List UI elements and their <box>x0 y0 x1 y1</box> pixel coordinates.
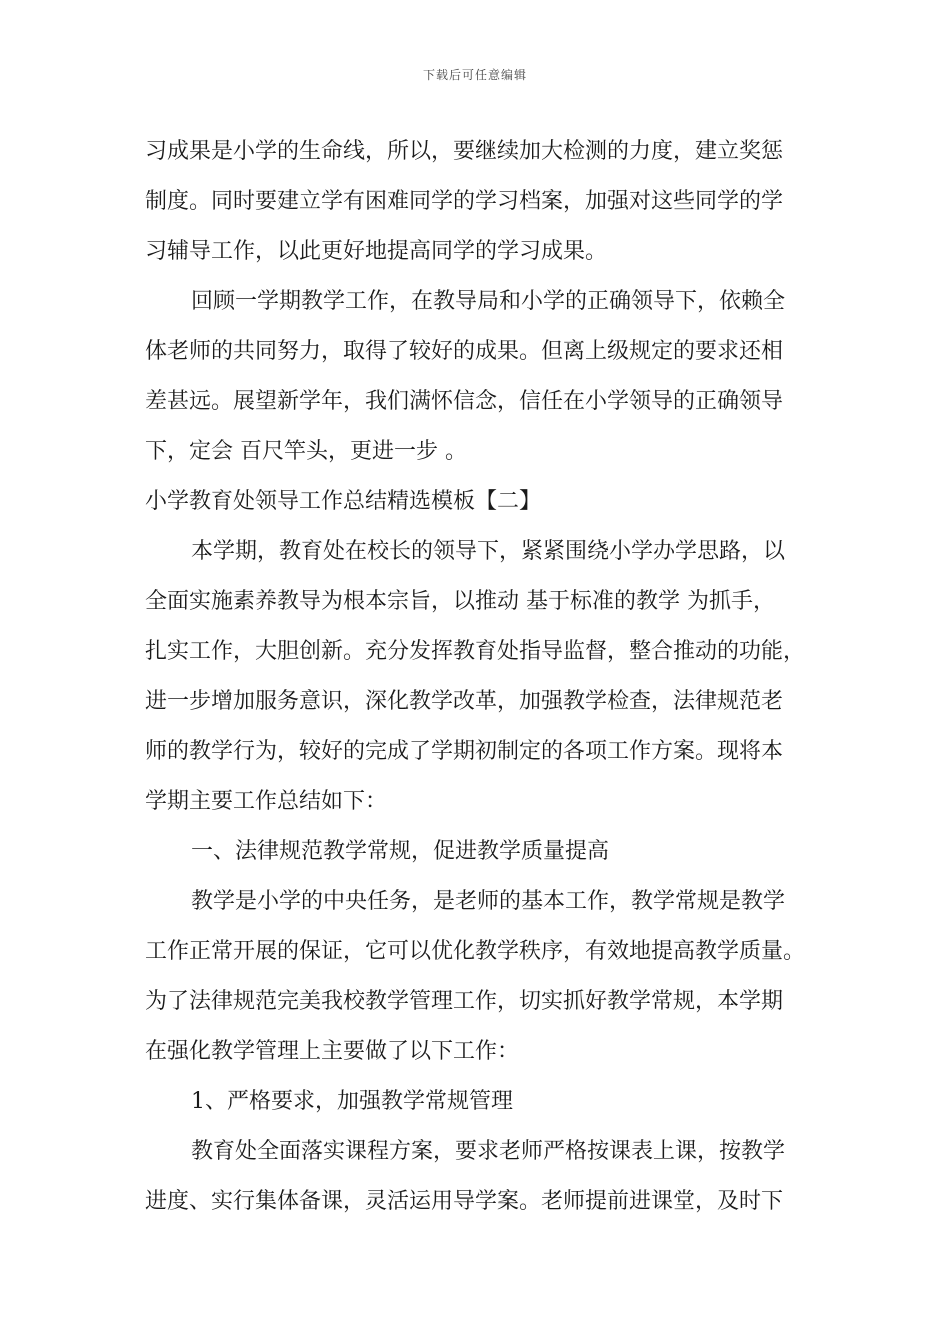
subsection-heading: 1、严格要求，加强教学常规管理 <box>191 1089 513 1114</box>
body-line: 学期主要工作总结如下： <box>145 789 388 814</box>
body-line: 进度、实行集体备课，灵活运用导学案。老师提前进课堂，及时下 <box>145 1189 784 1214</box>
body-line: 为了法律规范完美我校教学管理工作，切实抓好教学常规，本学期 <box>145 989 784 1014</box>
paragraph-start: 回顾一学期教学工作，在教导局和小学的正确领导下，依赖全 <box>191 289 786 314</box>
paragraph-start: 教学是小学的中央任务，是老师的基本工作，教学常规是教学 <box>191 889 786 914</box>
page-header: 下载后可任意编辑 <box>422 68 527 82</box>
body-line: 下，定会 百尺竿头，更进一步 。 <box>145 439 467 464</box>
body-line: 差甚远。展望新学年，我们满怀信念，信任在小学领导的正确领导 <box>145 389 784 414</box>
body-line: 习辅导工作，以此更好地提高同学的学习成果。 <box>145 239 608 264</box>
body-line: 进一步增加服务意识，深化教学改革，加强教学检查，法律规范老 <box>145 689 784 714</box>
body-line: 习成果是小学的生命线，所以，要继续加大检测的力度，建立奖惩 <box>145 139 784 164</box>
body-line: 工作正常开展的保证，它可以优化教学秩序，有效地提高教学质量。 <box>145 939 806 964</box>
paragraph-start: 本学期，教育处在校长的领导下，紧紧围绕小学办学思路，以 <box>191 539 786 564</box>
subsection-heading: 一、法律规范教学常规，促进教学质量提高 <box>191 839 610 864</box>
body-line: 全面实施素养教导为根本宗旨，以推动 基于标准的教学 为抓手， <box>145 589 775 614</box>
section-title: 小学教育处领导工作总结精选模板【二】 <box>145 489 542 514</box>
paragraph-start: 教育处全面落实课程方案，要求老师严格按课表上课，按教学 <box>191 1139 786 1164</box>
body-line: 师的教学行为，较好的完成了学期初制定的各项工作方案。现将本 <box>145 739 784 764</box>
body-line: 制度。同时要建立学有困难同学的学习档案，加强对这些同学的学 <box>145 189 784 214</box>
body-line: 扎实工作，大胆创新。充分发挥教育处指导监督，整合推动的功能， <box>145 639 806 664</box>
body-line: 体老师的共同努力，取得了较好的成果。但离上级规定的要求还相 <box>145 339 784 364</box>
document-body <box>145 130 810 1230</box>
body-line: 在强化教学管理上主要做了以下工作： <box>145 1039 520 1064</box>
